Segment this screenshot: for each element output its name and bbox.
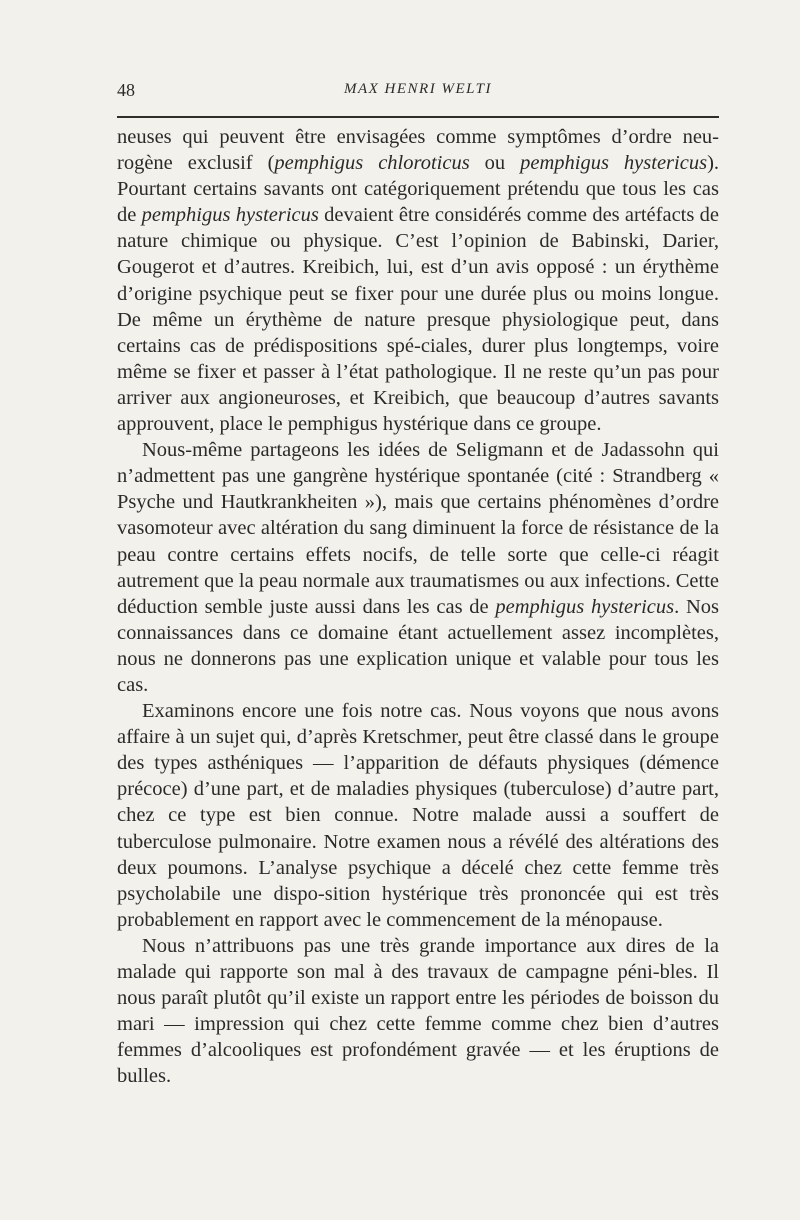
text-run: neuses qui peuvent être envisagées comme symptômes d’ordre neu-rogène exclusif ( [117, 126, 719, 175]
italic-term: pemphigus hystericus [520, 152, 708, 175]
text-run: Nous-même partageons les idées de Seligmann et de Jadassohn qui n’admettent pas une gangrène hystérique spontanée (cité : Strandberg « Psyche und Hautkrankheiten »), mais que certains phénomènes d’ordre vasomoteur avec altération du sang diminuent la force de résistance de la peau contre certains effets nocifs, de telle sorte que celle-ci réagit autrement que la peau normale aux traumatismes ou aux infections. Cette déduction semble juste aussi dans les cas de [117, 439, 719, 618]
page-number: 48 [117, 80, 135, 100]
body-text [117, 124, 719, 1089]
text-run: ). Pourtant certains savants ont catégoriquement prétendu que tous les cas de [117, 152, 720, 227]
paragraph [117, 437, 719, 698]
text-run: Nous n’attribuons pas une très grande importance aux dires de la malade qui rapporte son mal à des travaux de campagne péni-bles. Il nous paraît plutôt qu’il existe un rapport entre les périodes de boisson du mari — impression qui chez cette femme comme chez bien d’autres femmes d’alcooliques est profondément gravée — et les éruptions de bulles. [117, 934, 719, 1088]
italic-term: pemphigus hystericus [495, 595, 675, 618]
running-head: MAX HENRI WELTI [343, 81, 492, 97]
italic-term: pemphigus chloroticus [274, 152, 470, 175]
header-rule [117, 116, 719, 118]
text-run: . Nos connaissances dans ce domaine étant actuellement assez incomplètes, nous ne donnerons pas une explication unique et valable pour tous les cas. [117, 595, 719, 696]
paragraph [117, 933, 719, 1090]
text-run: ou [469, 152, 521, 175]
text-run: devaient être considérés comme des artéfacts de nature chimique ou physique. C’est l’opinion de Babinski, Darier, Gougerot et d’autres. Kreibich, lui, est d’un avis opposé : un érythème d’origine psychique peut se fixer pour une durée plus ou moins longue. De même un érythème de nature presque physiologique peut, dans certains cas de prédispositions spé-ciales, durer plus longtemps, voire même se fixer et passer à l’état pathologique. Il ne reste qu’un pas pour arriver aux angioneuroses, et Kreibich, que beaucoup d’autres savants approuvent, place le pemphigus hystérique dans ce groupe. [117, 204, 719, 436]
italic-term: pemphigus hystericus [141, 204, 319, 227]
paragraph [117, 698, 719, 933]
page-header [117, 80, 719, 112]
text-run: Examinons encore une fois notre cas. Nous voyons que nous avons affaire à un sujet qui, d’après Kretschmer, peut être classé dans le groupe des types asthéniques — l’apparition de défauts physiques (démence précoce) d’une part, et de maladies physiques (tuberculose) d’autre part, chez ce type est bien connue. Notre malade aussi a souffert de tuberculose pulmonaire. Notre examen nous a révélé des altérations des deux poumons. L’analyse psychique a décelé chez cette femme très psycholabile une dispo-sition hystérique très prononcée qui est très probablement en rapport avec le commencement de la ménopause. [117, 700, 719, 931]
paragraph [117, 124, 719, 437]
